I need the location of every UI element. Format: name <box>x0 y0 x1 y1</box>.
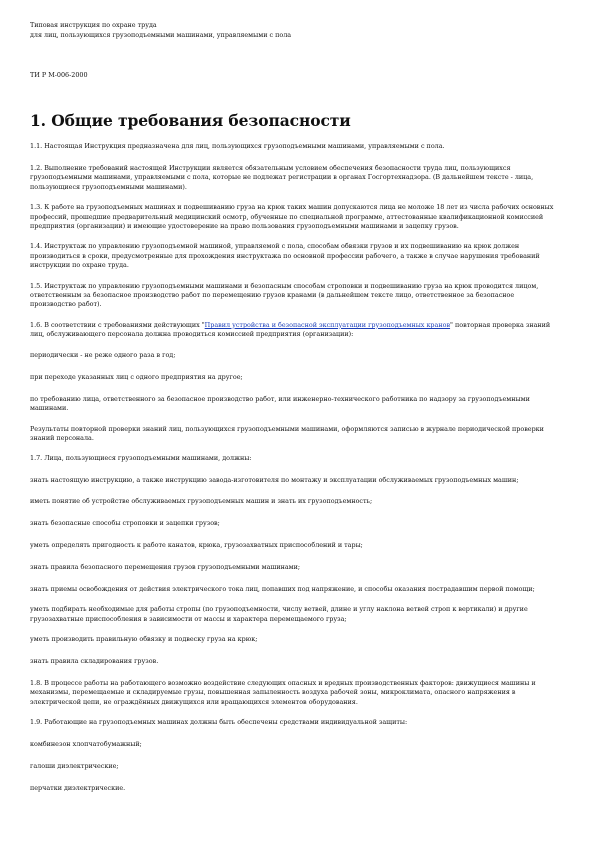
paragraph-1-1: 1.1. Настоящая Инструкция предназначена для лиц, пользующихся грузоподъемными машинами, управляемыми с пола. <box>30 142 445 150</box>
paragraph-1-6-after: " повторная проверка знаний лиц, обслуживающего персонала должна проводиться комиссией предприятия (организации): <box>30 320 551 339</box>
list-item-periodic: периодически - не реже одного раза в год; <box>30 350 176 359</box>
paragraph-1-3: 1.3. К работе на грузоподъемных машинах и подвешиванию груза на крюк таких машин допускаются лица не моложе 18 лет из числа рабочих основных профессий, прошедшие предварительный медицинский осмотр, обученные по специальной программе, аттестованные квалификационной комиссией предприятия (организации) и имеющие удостоверение на право пользования грузоподъемными машинами и зацепку грузов. <box>30 203 554 231</box>
rules-link[interactable]: Правил устройства и безопасной эксплуатации грузоподъемных кранов <box>204 320 451 329</box>
document-body <box>30 142 562 806</box>
paragraph-1-6 <box>30 321 562 340</box>
paragraph-1-9: 1.9. Работающие на грузоподъемных машинах должны быть обеспечены средствами индивидуальной защиты: <box>30 718 408 727</box>
list-item-slinging: знать безопасные способы строповки и зацепки грузов; <box>30 518 220 527</box>
list-item-ropes: уметь определять пригодность к работе канатов, крюка, грузозахватных приспособлений и тары; <box>30 540 363 549</box>
paragraph-1-4: 1.4. Инструктаж по управлению грузоподъемной машиной, управляемой с пола, способам обвязки грузов и их подвешиванию на крюк должен производиться в сроки, предусмотренные для прохождения инструктажа по основной профессии рабочего, а также в случае нарушения требований инструкции по охране труда. <box>30 242 540 270</box>
list-item-storage: знать правила складирования грузов. <box>30 656 159 665</box>
list-item-request: по требованию лица, ответственного за безопасное производство работ, или инженерно-технического работника по надзору за грузоподъемными машинами. <box>30 394 530 413</box>
list-item-hooking: уметь производить правильную обвязку и подвеску груза на крюк; <box>30 634 258 643</box>
header-line-1: Типовая инструкция по охране труда <box>30 21 157 29</box>
paragraph-1-2: 1.2. Выполнение требований настоящей Инструкции является обязательным условием обеспечения безопасности труда лиц, пользующихся грузоподъемными машинами, управляемыми с пола, которые не подлежат регистрации в органах Госгортехнадзора. (В дальнейшем тексте - лица, пользующиеся грузоподъемными машинами). <box>30 164 534 191</box>
list-item-safe-moving: знать правила безопасного перемещения грузов грузоподъемными машинами; <box>30 562 301 571</box>
paragraph-1-8: 1.8. В процессе работы на работающего возможно воздействие следующих опасных и вредных производственных факторов: движущиеся машины и механизмы, перемещаемые и складируемые грузы, повышенная запыленность воздуха рабочей зоны, микроклимата, опасного напряжения в электрической цепи, не ограждённых движущихся или вращающихся элементов оборудования. <box>30 678 536 706</box>
paragraph-1-6-before: 1.6. В соответствии с требованиями действующих " <box>30 320 205 329</box>
list-item-galoshes: галоши диэлектрические; <box>30 762 119 771</box>
paragraph-1-7: 1.7. Лица, пользующиеся грузоподъемными машинами, должны: <box>30 454 252 463</box>
section-title: 1. Общие требования безопасности <box>30 111 351 130</box>
header-line-2: для лиц, пользующихся грузоподъемными машинами, управляемыми с пола <box>30 31 292 39</box>
paragraph-results: Результаты повторной проверки знаний лиц, пользующихся грузоподъемными машинами, оформляются записью в журнале периодической проверки знаний персонала. <box>30 424 544 442</box>
paragraph-1-5: 1.5. Инструктаж по управлению грузоподъемными машинами и безопасным способам строповки и подвешиванию груза на крюк проводится лицом, ответственным за безопасное производство работ по перемещению грузов кранами (в дальнейшем тексте лицо, ответственное за безопасное производство работ). <box>30 281 539 309</box>
list-item-first-aid: знать приемы освобождения от действия электрического тока лиц, попавших под напряжение, и способы оказания пострадавшим первой помощи; <box>30 584 535 593</box>
document-header <box>30 20 570 40</box>
list-item-transfer: при переходе указанных лиц с одного предприятия на другое; <box>30 372 243 381</box>
list-item-select-slings: уметь подбирать необходимые для работы стропы (по грузоподъемности, числу ветвей, длине и углу наклона ветвей строп к вертикали) и другие грузозахватные приспособления в зависимости от массы и характера перемещаемого груза; <box>30 605 528 623</box>
list-item-know-instruction: знать настоящую инструкцию, а также инструкцию завода-изготовителя по монтажу и эксплуатации обслуживаемых грузоподъемных машин; <box>30 476 519 485</box>
list-item-overalls: комбинезон хлопчатобумажный; <box>30 740 142 749</box>
list-item-device: иметь понятие об устройстве обслуживаемых грузоподъемных машин и знать их грузоподъемность; <box>30 496 373 505</box>
list-item-gloves: перчатки диэлектрические. <box>30 784 126 793</box>
document-code: ТИ Р М-006-2000 <box>30 71 88 79</box>
